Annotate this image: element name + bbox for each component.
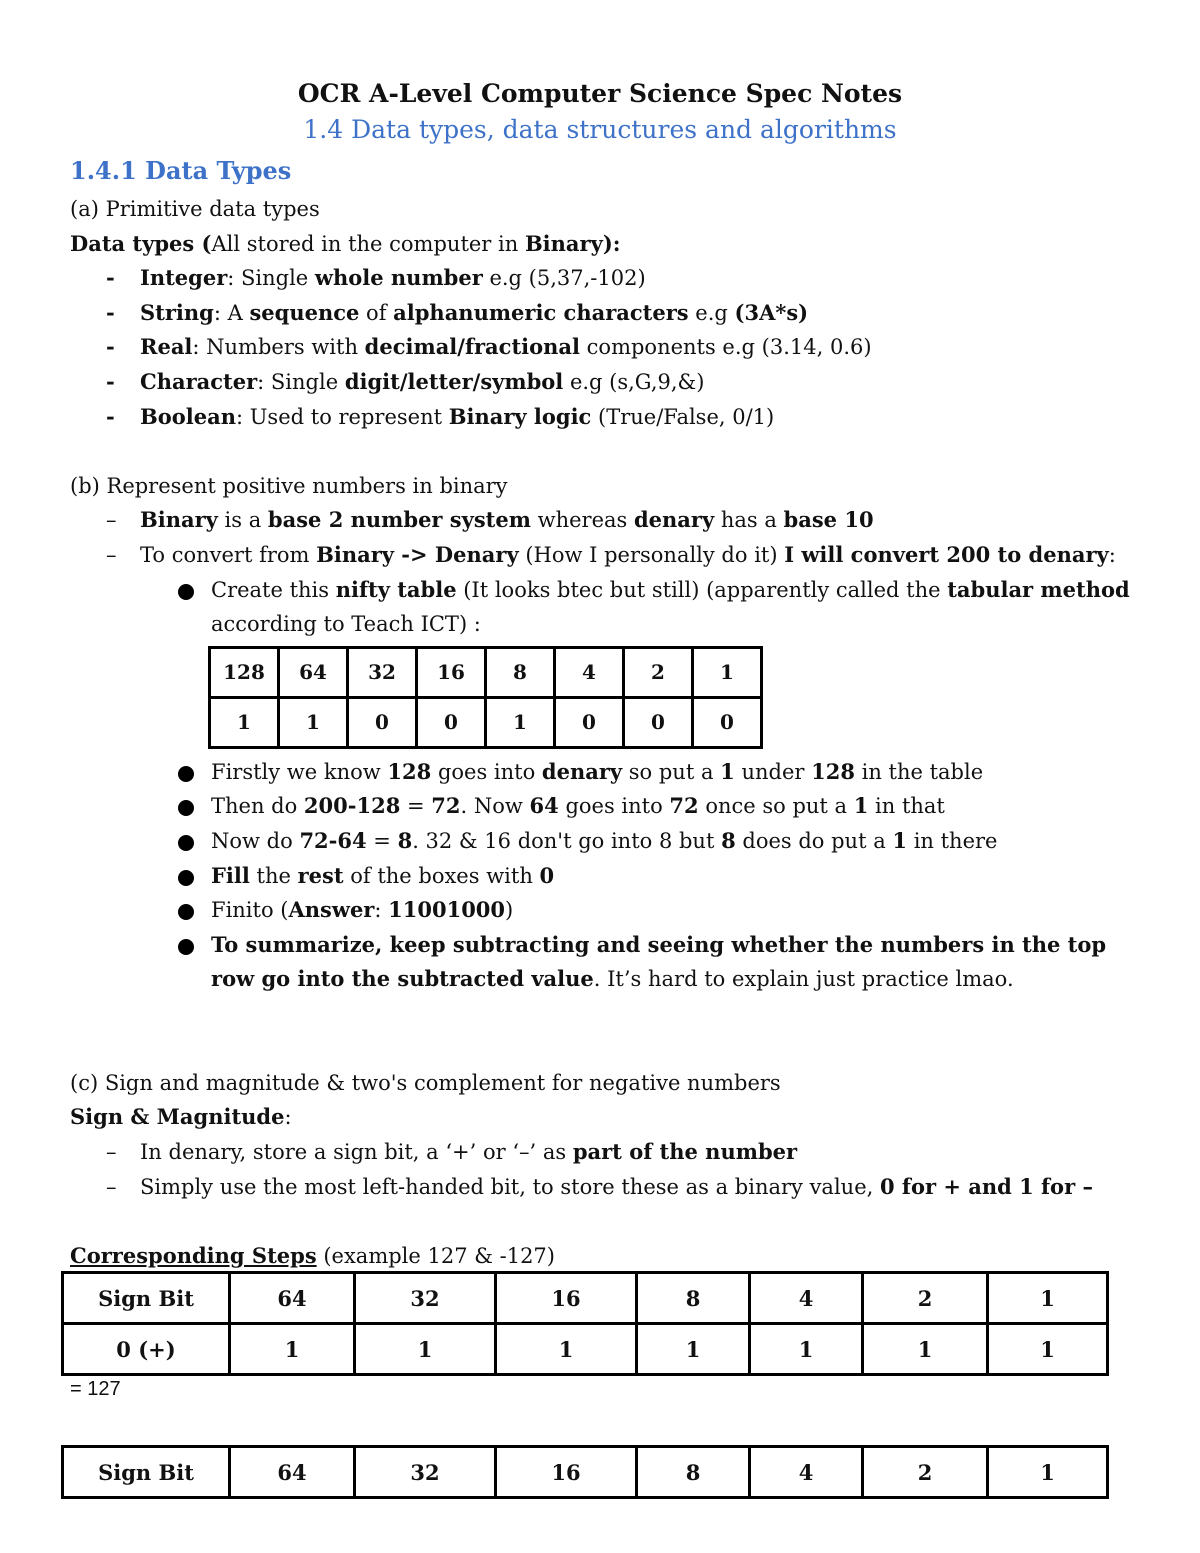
conversion-steps: [70, 755, 1130, 997]
table-cell: 1: [750, 1324, 863, 1375]
table-cell: 1: [230, 1324, 355, 1375]
binary-table: [208, 646, 763, 749]
list-item: – In denary, store a sign bit, a ‘+’ or ‘–’ as part of the number: [70, 1135, 1130, 1170]
data-types-list: [70, 261, 1130, 434]
sign-magnitude-table-2: [61, 1445, 1109, 1499]
table-cell: 1: [486, 697, 555, 747]
table-row: [63, 1447, 1108, 1498]
table-cell: 4: [555, 647, 624, 697]
sign-magnitude-heading: Sign & Magnitude:: [70, 1104, 292, 1130]
document-page: [70, 76, 1130, 1273]
table-cell: Sign Bit: [63, 1447, 230, 1498]
page-subtitle: 1.4 Data types, data structures and algorithms: [303, 115, 897, 144]
table-cell: 0: [555, 697, 624, 747]
sign-magnitude-table-1: [61, 1271, 1109, 1376]
table-cell: 32: [355, 1273, 496, 1324]
table-cell: 1: [693, 647, 762, 697]
table-cell: 16: [417, 647, 486, 697]
section-heading: 1.4.1 Data Types: [70, 156, 292, 185]
table-cell: 0: [693, 697, 762, 747]
list-item: – Simply use the most left-handed bit, to store these as a binary value, 0 for + and 1 for –: [70, 1170, 1130, 1205]
table-cell: 0: [417, 697, 486, 747]
table-row: [210, 697, 762, 747]
result-127: = 127: [70, 1378, 121, 1400]
table-cell: 1: [988, 1273, 1108, 1324]
table-cell: 1: [637, 1324, 750, 1375]
list-item: - Boolean: Used to represent Binary logic (True/False, 0/1): [70, 400, 1130, 435]
list-item: Then do 200-128 = 72. Now 64 goes into 72 once so put a 1 in that: [70, 789, 1130, 824]
steps-label: Corresponding Steps (example 127 & -127): [70, 1242, 555, 1268]
list-item: Fill the rest of the boxes with 0: [70, 859, 1130, 894]
page-title: OCR A-Level Computer Science Spec Notes: [297, 79, 903, 108]
table-cell: 64: [230, 1447, 355, 1498]
table-cell: 16: [496, 1447, 637, 1498]
list-item: Create this nifty table (It looks btec but still) (apparently called the tabular method according to Teach ICT) :: [70, 573, 1130, 642]
table-cell: 32: [348, 647, 417, 697]
table-cell: 64: [230, 1273, 355, 1324]
part-c-label: (c) Sign and magnitude & two's complement for negative numbers: [70, 1070, 781, 1095]
table-cell: 1: [988, 1324, 1108, 1375]
table-cell: 8: [637, 1447, 750, 1498]
conversion-steps-intro: [70, 573, 1130, 642]
table-cell: 1: [863, 1324, 988, 1375]
table-cell: 8: [486, 647, 555, 697]
table-row: [63, 1324, 1108, 1375]
table-cell: 8: [637, 1273, 750, 1324]
list-item: – To convert from Binary -> Denary (How I personally do it) I will convert 200 to denary:: [70, 538, 1130, 573]
list-item: - Integer: Single whole number e.g (5,37,-102): [70, 261, 1130, 296]
sign-magnitude-list: [70, 1135, 1130, 1204]
table-cell: 4: [750, 1273, 863, 1324]
table-cell: 1: [355, 1324, 496, 1375]
part-a-label: (a) Primitive data types: [70, 197, 320, 221]
table-cell: 2: [863, 1273, 988, 1324]
list-item: Now do 72-64 = 8. 32 & 16 don't go into 8 but 8 does do put a 1 in there: [70, 824, 1130, 859]
table-cell: 32: [355, 1447, 496, 1498]
list-item: - String: A sequence of alphanumeric characters e.g (3A*s): [70, 296, 1130, 331]
table-cell: 0: [348, 697, 417, 747]
table-cell: 1: [988, 1447, 1108, 1498]
table-cell: Sign Bit: [63, 1273, 230, 1324]
part-b-label: (b) Represent positive numbers in binary: [70, 473, 508, 498]
table-cell: 16: [496, 1273, 637, 1324]
table-cell: 1: [210, 697, 279, 747]
table-cell: 128: [210, 647, 279, 697]
table-cell: 0 (+): [63, 1324, 230, 1375]
list-item: - Real: Numbers with decimal/fractional components e.g (3.14, 0.6): [70, 330, 1130, 365]
table-cell: 4: [750, 1447, 863, 1498]
list-item: Finito (Answer: 11001000): [70, 893, 1130, 928]
list-item: - Character: Single digit/letter/symbol e.g (s,G,9,&): [70, 365, 1130, 400]
table-cell: 0: [624, 697, 693, 747]
binary-list: [70, 503, 1130, 572]
table-cell: 2: [863, 1447, 988, 1498]
table-cell: 2: [624, 647, 693, 697]
table-cell: 64: [279, 647, 348, 697]
table-row: [63, 1273, 1108, 1324]
table-cell: 1: [279, 697, 348, 747]
table-row: [210, 647, 762, 697]
table-cell: 1: [496, 1324, 637, 1375]
list-item: Firstly we know 128 goes into denary so put a 1 under 128 in the table: [70, 755, 1130, 790]
data-types-intro: Data types (All stored in the computer in Binary):: [70, 230, 621, 256]
list-item: – Binary is a base 2 number system whereas denary has a base 10: [70, 503, 1130, 538]
list-item: To summarize, keep subtracting and seeing whether the numbers in the top row go into the subtracted value. It’s hard to explain just practice lmao.: [70, 928, 1130, 997]
